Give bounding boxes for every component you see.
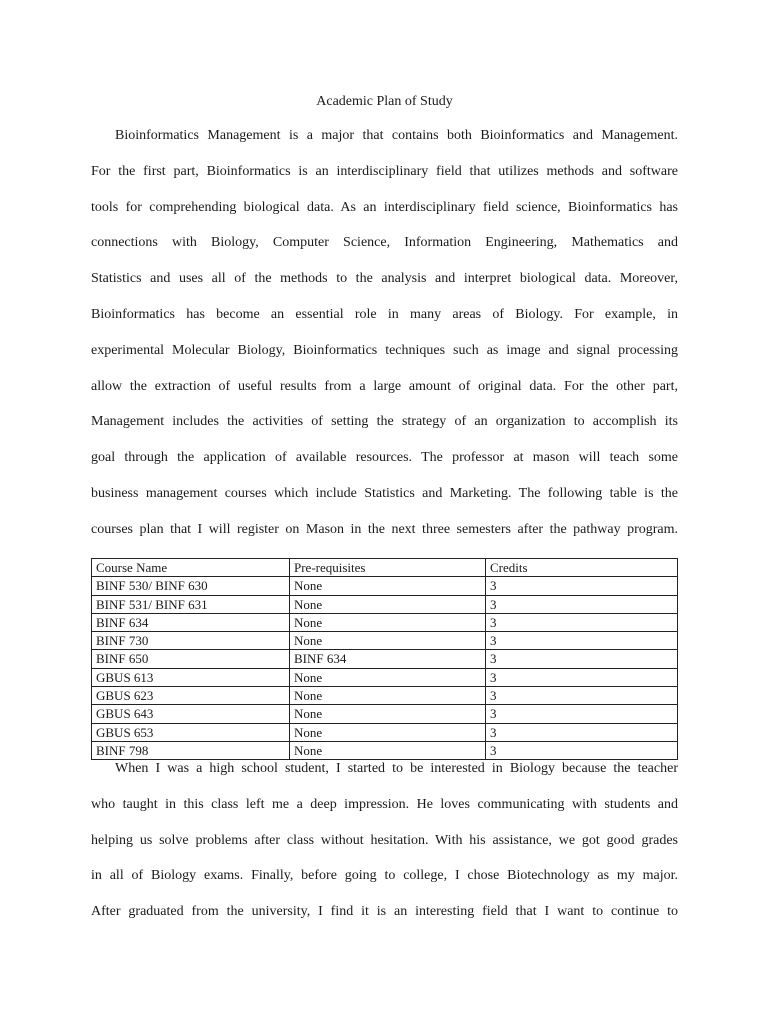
credits-cell: 3 (486, 687, 678, 705)
paragraph-line: allow the extraction of useful results from a large amount of original data. For the other part, (91, 378, 678, 394)
paragraph-line: connections with Biology, Computer Science, Information Engineering, Mathematics and (91, 235, 678, 251)
table-row (92, 741, 678, 759)
paragraph-intro (91, 126, 678, 556)
credits-cell: 3 (486, 723, 678, 741)
course-name-cell: BINF 530/ BINF 630 (92, 577, 290, 595)
course-name-cell: GBUS 653 (92, 723, 290, 741)
table-row (92, 650, 678, 668)
paragraph-line: tools for comprehending biological data. As an interdisciplinary field science, Bioinformatics has (91, 199, 678, 215)
courses-table (91, 558, 678, 760)
paragraph-line: When I was a high school student, I started to be interested in Biology because the teacher (115, 761, 678, 776)
prerequisite-cell: None (290, 595, 486, 613)
course-name-cell: BINF 634 (92, 613, 290, 631)
credits-cell: 3 (486, 595, 678, 613)
paragraph-line: experimental Molecular Biology, Bioinformatics techniques such as image and signal processing (91, 342, 678, 358)
prerequisite-cell: None (290, 705, 486, 723)
credits-cell: 3 (486, 613, 678, 631)
paragraph-line: who taught in this class left me a deep impression. He loves communicating with students and (91, 796, 678, 812)
credits-cell: 3 (486, 705, 678, 723)
table-header-row (92, 559, 678, 577)
prerequisite-cell: None (290, 577, 486, 595)
course-name-cell: GBUS 623 (92, 687, 290, 705)
table-row (92, 613, 678, 631)
paragraph-line: Management includes the activities of setting the strategy of an organization to accomplish its (91, 414, 678, 430)
table-row (92, 632, 678, 650)
prerequisite-cell: None (290, 723, 486, 741)
paragraph-line: After graduated from the university, I find it is an interesting field that I want to continue to (91, 904, 678, 920)
paragraph-line: courses plan that I will register on Mason in the next three semesters after the pathway program. (91, 521, 678, 537)
credits-cell: 3 (486, 668, 678, 686)
paragraph-line: Bioinformatics Management is a major that contains both Bioinformatics and Management. (115, 128, 678, 143)
credits-cell: 3 (486, 632, 678, 650)
prerequisite-cell: BINF 634 (290, 650, 486, 668)
table-row (92, 595, 678, 613)
credits-cell: 3 (486, 577, 678, 595)
credits-cell: 3 (486, 741, 678, 759)
table-row (92, 723, 678, 741)
paragraph-line: Statistics and uses all of the methods to the analysis and interpret biological data. Moreover, (91, 271, 678, 287)
column-header: Credits (486, 559, 678, 577)
table-row (92, 668, 678, 686)
table-row (92, 687, 678, 705)
document-title: Academic Plan of Study (316, 94, 453, 109)
course-name-cell: BINF 531/ BINF 631 (92, 595, 290, 613)
table-row (92, 705, 678, 723)
credits-cell: 3 (486, 650, 678, 668)
prerequisite-cell: None (290, 613, 486, 631)
paragraph-line: goal through the application of available resources. The professor at mason will teach some (91, 450, 678, 466)
prerequisite-cell: None (290, 741, 486, 759)
course-name-cell: BINF 650 (92, 650, 290, 668)
paragraph-background (91, 759, 678, 938)
course-name-cell: BINF 798 (92, 741, 290, 759)
prerequisite-cell: None (290, 632, 486, 650)
column-header: Course Name (92, 559, 290, 577)
paragraph-line: business management courses which include Statistics and Marketing. The following table is the (91, 485, 678, 501)
course-name-cell: GBUS 613 (92, 668, 290, 686)
table-row (92, 577, 678, 595)
paragraph-line: For the first part, Bioinformatics is an interdisciplinary field that utilizes methods and software (91, 163, 678, 179)
paragraph-line: in all of Biology exams. Finally, before going to college, I chose Biotechnology as my major. (91, 868, 678, 884)
paragraph-line: Bioinformatics has become an essential role in many areas of Biology. For example, in (91, 306, 678, 322)
prerequisite-cell: None (290, 687, 486, 705)
column-header: Pre-requisites (290, 559, 486, 577)
prerequisite-cell: None (290, 668, 486, 686)
course-name-cell: BINF 730 (92, 632, 290, 650)
paragraph-line: helping us solve problems after class without hesitation. With his assistance, we got good grades (91, 832, 678, 848)
course-name-cell: GBUS 643 (92, 705, 290, 723)
